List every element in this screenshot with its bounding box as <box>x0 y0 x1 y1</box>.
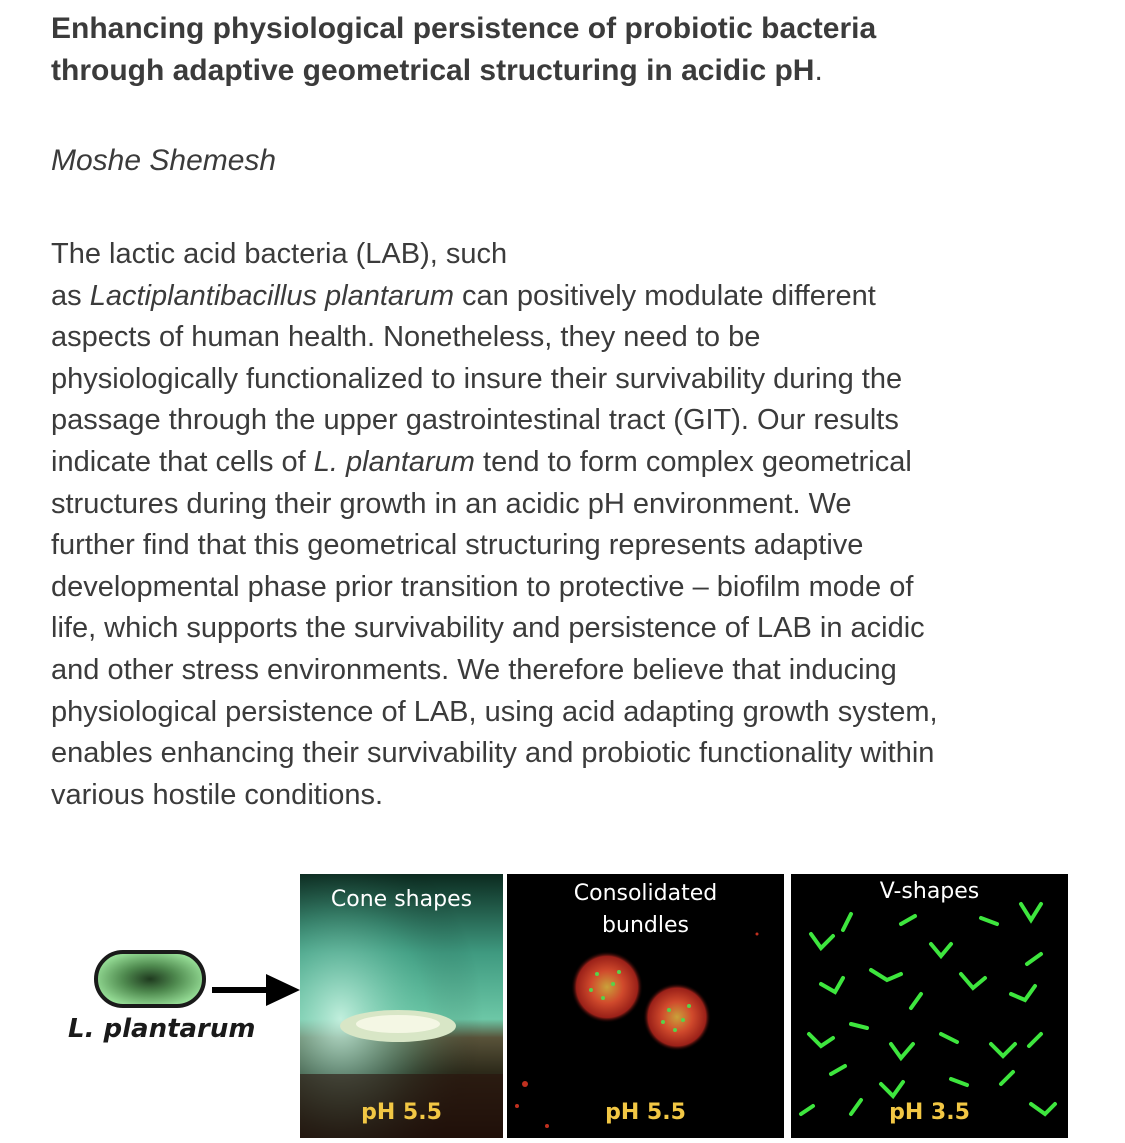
species-label: L. plantarum <box>68 1014 256 1044</box>
panel-consolidated-bundles <box>507 874 784 1138</box>
panel-cone-shapes <box>300 874 503 1138</box>
abstract-line: physiological persistence of LAB, using acid adapting growth system, <box>51 695 938 728</box>
title-line-2: through adaptive geometrical structuring in acidic pH <box>51 54 815 87</box>
species-name-italic: L. plantarum <box>313 445 475 478</box>
abstract-line: as Lactiplantibacillus plantarum can positively modulate different <box>51 279 876 312</box>
right-arrow-icon <box>210 970 302 1010</box>
species-name-italic: Lactiplantibacillus plantarum <box>89 279 454 312</box>
panel-ph-label: pH 3.5 <box>889 1100 970 1125</box>
abstract-line: various hostile conditions. <box>51 778 384 811</box>
abstract-line: further find that this geometrical structuring represents adaptive <box>51 529 864 562</box>
abstract-line: The lactic acid bacteria (LAB), such <box>51 238 508 270</box>
abstract-text <box>51 234 1091 816</box>
abstract-line: physiologically functionalized to insure their survivability during the <box>51 362 903 395</box>
abstract-line: enables enhancing their survivability and probiotic functionality within <box>51 737 935 770</box>
abstract-line: life, which supports the survivability and persistence of LAB in acidic <box>51 612 925 645</box>
panel-ph-label: pH 5.5 <box>361 1100 442 1125</box>
title-period: . <box>814 54 823 87</box>
author-name: Moshe Shemesh <box>51 144 277 177</box>
panel-title: Consolidated bundles <box>573 881 718 938</box>
abstract-line: indicate that cells of L. plantarum tend to form complex geometrical <box>51 445 912 478</box>
panel-title: V-shapes <box>879 879 980 904</box>
v-shapes-micrograph <box>791 874 1068 1138</box>
abstract-line: aspects of human health. Nonetheless, they need to be <box>51 321 761 354</box>
abstract-line: developmental phase prior transition to protective – biofilm mode of <box>51 570 914 603</box>
abstract-line: passage through the upper gastrointestinal tract (GIT). Our results <box>51 404 899 437</box>
panel-title: Cone shapes <box>330 887 473 912</box>
paper-title <box>51 8 1091 92</box>
bacterium-cell-icon <box>93 949 207 1011</box>
title-line-1: Enhancing physiological persistence of probiotic bacteria <box>51 12 877 45</box>
abstract-line: structures during their growth in an acidic pH environment. We <box>51 487 852 520</box>
abstract-line: and other stress environments. We therefore believe that inducing <box>51 653 897 686</box>
panel-ph-label: pH 5.5 <box>605 1100 686 1125</box>
panel-v-shapes <box>791 874 1068 1138</box>
